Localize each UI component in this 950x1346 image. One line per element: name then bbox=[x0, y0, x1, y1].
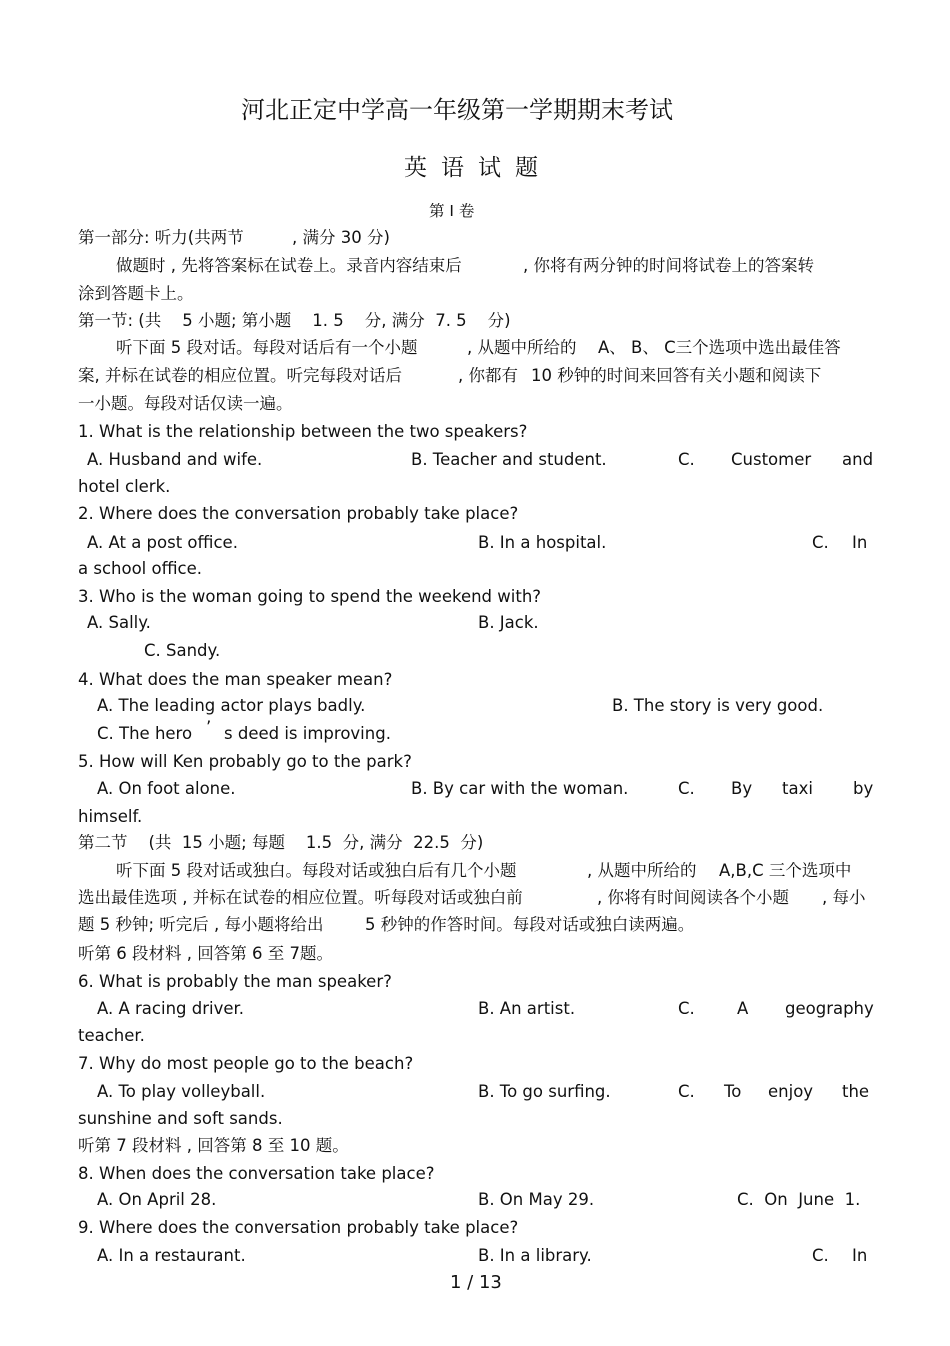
question-3-option-a: A. Sally. bbox=[87, 613, 151, 632]
question-9-option-b: B. In a library. bbox=[478, 1246, 592, 1265]
question-9-option-c: In bbox=[852, 1246, 868, 1265]
question-7-option-c: To bbox=[724, 1082, 742, 1101]
question-1-option-c: Customer bbox=[731, 450, 812, 469]
subject-title: 英语试题 bbox=[404, 155, 552, 181]
section2-instruction: , 从题中所给的 bbox=[587, 861, 697, 880]
question-7-option-c: sunshine and soft sands. bbox=[78, 1109, 283, 1128]
question-1-option-c: and bbox=[842, 450, 874, 469]
question-2-option-c-label: C. bbox=[812, 533, 829, 552]
question-6-option-c: A bbox=[737, 999, 749, 1018]
section1-instruction: A、 B、 C三个选项中选出最佳答 bbox=[598, 338, 841, 357]
question-4-stem: 4. What does the man speaker mean? bbox=[78, 670, 393, 689]
question-1-option-c-label: C. bbox=[678, 450, 695, 469]
question-6-option-c: teacher. bbox=[78, 1026, 145, 1045]
exam-title: 河北正定中学高一年级第一学期期末考试 bbox=[241, 96, 673, 124]
section2-instruction: , 你将有时间阅读各个小题 bbox=[597, 888, 789, 907]
question-2-option-a: A. At a post office. bbox=[87, 533, 238, 552]
section1-instruction: 一小题。每段对话仅读一遍。 bbox=[78, 394, 293, 413]
part1-instruction: 做题时 , 先将答案标在试卷上。录音内容结束后 bbox=[116, 256, 462, 275]
question-5-stem: 5. How will Ken probably go to the park? bbox=[78, 752, 412, 771]
part1-heading-score: , 满分 30 分) bbox=[292, 228, 390, 247]
section2-instruction: 听下面 5 段对话或独白。每段对话或独白后有几个小题 bbox=[116, 861, 517, 880]
section1-instruction: 听下面 5 段对话。每段对话后有一个小题 bbox=[116, 338, 418, 357]
part1-instruction: 涂到答题卡上。 bbox=[78, 284, 194, 303]
material-7-note: 听第 7 段材料 , 回答第 8 至 10 题。 bbox=[78, 1136, 349, 1155]
question-7-option-b: B. To go surfing. bbox=[478, 1082, 611, 1101]
question-9-stem: 9. Where does the conversation probably take place? bbox=[78, 1218, 519, 1237]
question-7-option-c: the bbox=[842, 1082, 870, 1101]
section1-instruction: , 你都有 bbox=[458, 366, 518, 385]
volume-label: 第 I 卷 bbox=[429, 202, 475, 220]
question-2-option-c: In bbox=[852, 533, 868, 552]
question-2-stem: 2. Where does the conversation probably take place? bbox=[78, 504, 519, 523]
section1-instruction: , 从题中所给的 bbox=[467, 338, 577, 357]
material-6-note: 听第 6 段材料 , 回答第 6 至 7题。 bbox=[78, 944, 333, 963]
part1-heading: 第一部分: 听力(共两节 bbox=[78, 228, 244, 247]
question-5-option-c: himself. bbox=[78, 807, 143, 826]
section2-instruction: 5 秒钟的作答时间。每段对话或独白读两遍。 bbox=[365, 915, 695, 934]
question-6-stem: 6. What is probably the man speaker? bbox=[78, 972, 392, 991]
part1-instruction: , 你将有两分钟的时间将试卷上的答案转 bbox=[523, 256, 814, 275]
section2-instruction: A,B,C 三个选项中 bbox=[719, 861, 852, 880]
question-5-option-c: by bbox=[853, 779, 874, 798]
question-4-option-c-apostrophe: ’ bbox=[206, 718, 212, 737]
question-1-option-b: B. Teacher and student. bbox=[411, 450, 607, 469]
section2-instruction: , 每小 bbox=[822, 888, 866, 907]
question-8-option-b: B. On May 29. bbox=[478, 1190, 595, 1209]
question-4-option-c: s deed is improving. bbox=[224, 724, 391, 743]
question-9-option-c-label: C. bbox=[812, 1246, 829, 1265]
question-4-option-b: B. The story is very good. bbox=[612, 696, 824, 715]
question-3-option-c: C. Sandy. bbox=[144, 641, 221, 660]
question-7-option-a: A. To play volleyball. bbox=[97, 1082, 266, 1101]
question-1-option-a: A. Husband and wife. bbox=[87, 450, 263, 469]
question-1-option-c: hotel clerk. bbox=[78, 477, 171, 496]
section2-instruction: 选出最佳选项 , 并标在试卷的相应位置。听每段对话或独白前 bbox=[78, 888, 523, 907]
question-4-option-c: C. The hero bbox=[97, 724, 193, 743]
question-5-option-a: A. On foot alone. bbox=[97, 779, 236, 798]
question-6-option-c: geography bbox=[785, 999, 874, 1018]
question-5-option-b: B. By car with the woman. bbox=[411, 779, 629, 798]
page-number: 1 / 13 bbox=[450, 1272, 502, 1293]
section2-heading: 第二节 (共 15 小题; 每题 1.5 分, 满分 22.5 分) bbox=[78, 833, 484, 852]
section2-instruction: 题 5 秒钟; 听完后 , 每小题将给出 bbox=[78, 915, 324, 934]
question-9-option-a: A. In a restaurant. bbox=[97, 1246, 246, 1265]
question-7-option-c-label: C. bbox=[678, 1082, 695, 1101]
question-6-option-b: B. An artist. bbox=[478, 999, 576, 1018]
question-3-option-b: B. Jack. bbox=[478, 613, 539, 632]
question-2-option-c: a school office. bbox=[78, 559, 203, 578]
section1-instruction: 10 秒钟的时间来回答有关小题和阅读下 bbox=[531, 366, 822, 385]
question-7-stem: 7. Why do most people go to the beach? bbox=[78, 1054, 414, 1073]
question-6-option-a: A. A racing driver. bbox=[97, 999, 245, 1018]
question-8-option-c: C. On June 1. bbox=[737, 1190, 861, 1209]
section1-instruction: 案, 并标在试卷的相应位置。听完每段对话后 bbox=[78, 366, 402, 385]
question-8-stem: 8. When does the conversation take place? bbox=[78, 1164, 435, 1183]
question-3-stem: 3. Who is the woman going to spend the weekend with? bbox=[78, 587, 542, 606]
question-5-option-c: taxi bbox=[782, 779, 813, 798]
question-5-option-c: By bbox=[731, 779, 753, 798]
question-4-option-a: A. The leading actor plays badly. bbox=[97, 696, 366, 715]
question-1-stem: 1. What is the relationship between the two speakers? bbox=[78, 422, 528, 441]
section1-heading: 第一节: (共 5 小题; 第小题 1. 5 分, 满分 7. 5 分) bbox=[78, 311, 511, 330]
question-5-option-c-label: C. bbox=[678, 779, 695, 798]
question-8-option-a: A. On April 28. bbox=[97, 1190, 217, 1209]
question-7-option-c: enjoy bbox=[768, 1082, 814, 1101]
question-2-option-b: B. In a hospital. bbox=[478, 533, 607, 552]
question-6-option-c-label: C. bbox=[678, 999, 695, 1018]
